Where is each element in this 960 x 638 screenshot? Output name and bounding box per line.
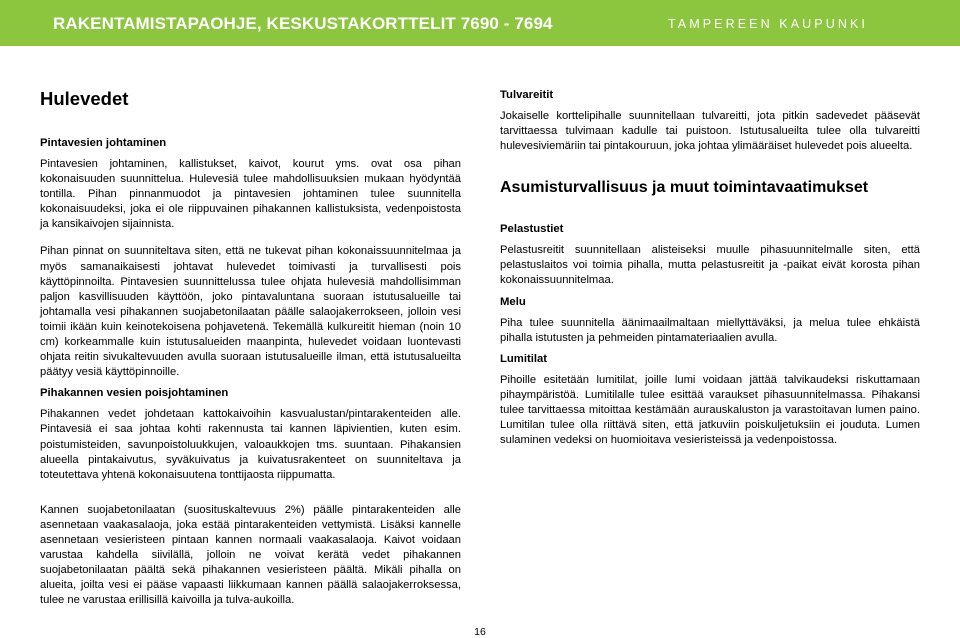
city-brand: TAMPEREEN KAUPUNKI [667,17,868,31]
page-header [0,0,960,46]
section-title-pihakannen-vesien: Pihakannen vesien poisjohtaminen [40,387,229,400]
paragraph: Pihoille esitetään lumitilat, joille lumi voidaan jättää talvikaudeksi riskuttamaan pihaympäristöä. Lumitilalle tulee esittää varaukset pihasuunnitelmassa. Pihakansi tulee tarvittaessa mitoittaa kestämään aurauskaluston ja varastoitavan lumen paino. Lumitilan tulee olla riittävä siten, että jatkuviin poiskuljetuksiin ei jouduta. Lumen sulaminen vedeksi on huomioitava vesieristeissä ja vedenpoistossa. [500,373,920,447]
paragraph: Kannen suojabetonilaatan (suosituskaltevuus 2%) päälle pintarakenteiden alle asennetaan vaakasalaoja, joka estää pintarakenteiden vettymistä. Lisäksi kannelle asennetaan vesieristeen pintaan kannen normaali vaakasalaoja. Kaivot voidaan varustaa kahdella siivilällä, jolloin ne voivat kerätä vedet pihakannen suojabetonilaatan päältä sekä pihakannen vesieristeen päältä. Mikäli pihalla on alueita, joilta vesi ei pääse vapaasti liikkumaan kannen päällä salaojakerroksessa, tulee ne varustaa erillisillä kaivoilla ja tulva-aukoilla. [40,503,461,607]
paragraph: Pelastusreitit suunnitellaan alisteiseksi muulle pihasuunnitelmalle siten, että pelastuslaitos voi toimia pihalla, mutta pelastusreitit ja -paikat eivät korosta pihan kokonaissuunnitelmaa. [500,244,920,287]
section-title-melu: Melu [500,295,526,308]
paragraph: Pintavesien johtaminen, kallistukset, kaivot, kourut yms. ovat osa pihan kokonaisuuden suunnittelua. Hulevesiä tulee mahdollisuuksien mukaan hyödyntää tontilla. Pihan pinnanmuodot ja pintavesien johtaminen tulee suunnitella kokonaisuudeksi, joka ei ole riippuvainen pihakannen kallistuksista, vedenpoistosta ja kansikaivojen sijainnista. [40,158,461,231]
left-column [40,88,461,608]
section-title-lumitilat: Lumitilat [500,352,548,365]
section-title-tulvareitit: Tulvareitit [500,89,554,101]
page-number: 16 [474,626,486,638]
heading-asumisturvallisuus: Asumisturvallisuus ja muut toimintavaatimukset [500,179,869,197]
paragraph: Pihan pinnat on suunniteltava siten, että ne tukevat pihan kokonaissuunnitelmaa ja myös samanaikaisesti johtavat hulevedet toimivasti ja turvallisesti pois käyttöpinnoilta. Pintavesien suunnittelussa tulee ohjata hulevesiä mahdollisimman paljon kasvillisuuden käyttöön, joko pintavaluntana suoraan istutusalueille tai johtamalla vesi pihakannen suojabetonilaatan päälle salaojakerrokseen, jolloin vesi toimii ikään kuin keinotekoisena pohjavetenä. Tekemällä kulkureitit hieman (noin 10 cm) korkeammalle kuin istutusalueiden maanpinta, hulevedet voidaan luontevasti ohjata reitin sivukaltevuuden avulla suoraan istutusalueille ilman, että istutusalueilta päätyy vesiä käyttöpinnoille. [40,245,461,379]
paragraph: Jokaiselle korttelipihalle suunnitellaan tulvareitti, jota pitkin sadevedet pääsevät tarvittaessa tulvimaan kadulle tai puistoon. Istutusalueilta tulee olla tulvareitti hulevesiviemäriin tai pintakouruun, joka johtaa ylimääräiset hulevedet pois alueelta. [500,110,920,153]
right-column [500,88,920,448]
paragraph: Pihakannen vedet johdetaan kattokaivoihin kasvualustan/pintarakenteiden alle. Pintavesiä ei saa johtaa kohti rakennusta tai kannen läpivientien, kuten esim. poistumisteiden, savunpoistoluukkujen, valoaukkojen tms. suuntaan. Pihakansien alueella pintakaivutus, syväkuivatus ja kuivatusrakenteet on suunniteltava ja toteutettava yhtenä kokonaisuutena tonttijaosta riippumatta. [40,408,461,481]
paragraph: Piha tulee suunnitella äänimaailmaltaan miellyttäväksi, ja melua tulee ehkäistä pihalla istutusten ja pehmeiden pintamateriaalien avulla. [500,316,920,344]
heading-hulevedet: Hulevedet [40,88,129,109]
section-title-pelastustiet: Pelastustiet [500,223,564,236]
document-title: RAKENTAMISTAPAOHJE, KESKUSTAKORTTELIT 7690 - 7694 [53,14,553,33]
section-title-pintavesien-johtaminen: Pintavesien johtaminen [40,137,167,149]
